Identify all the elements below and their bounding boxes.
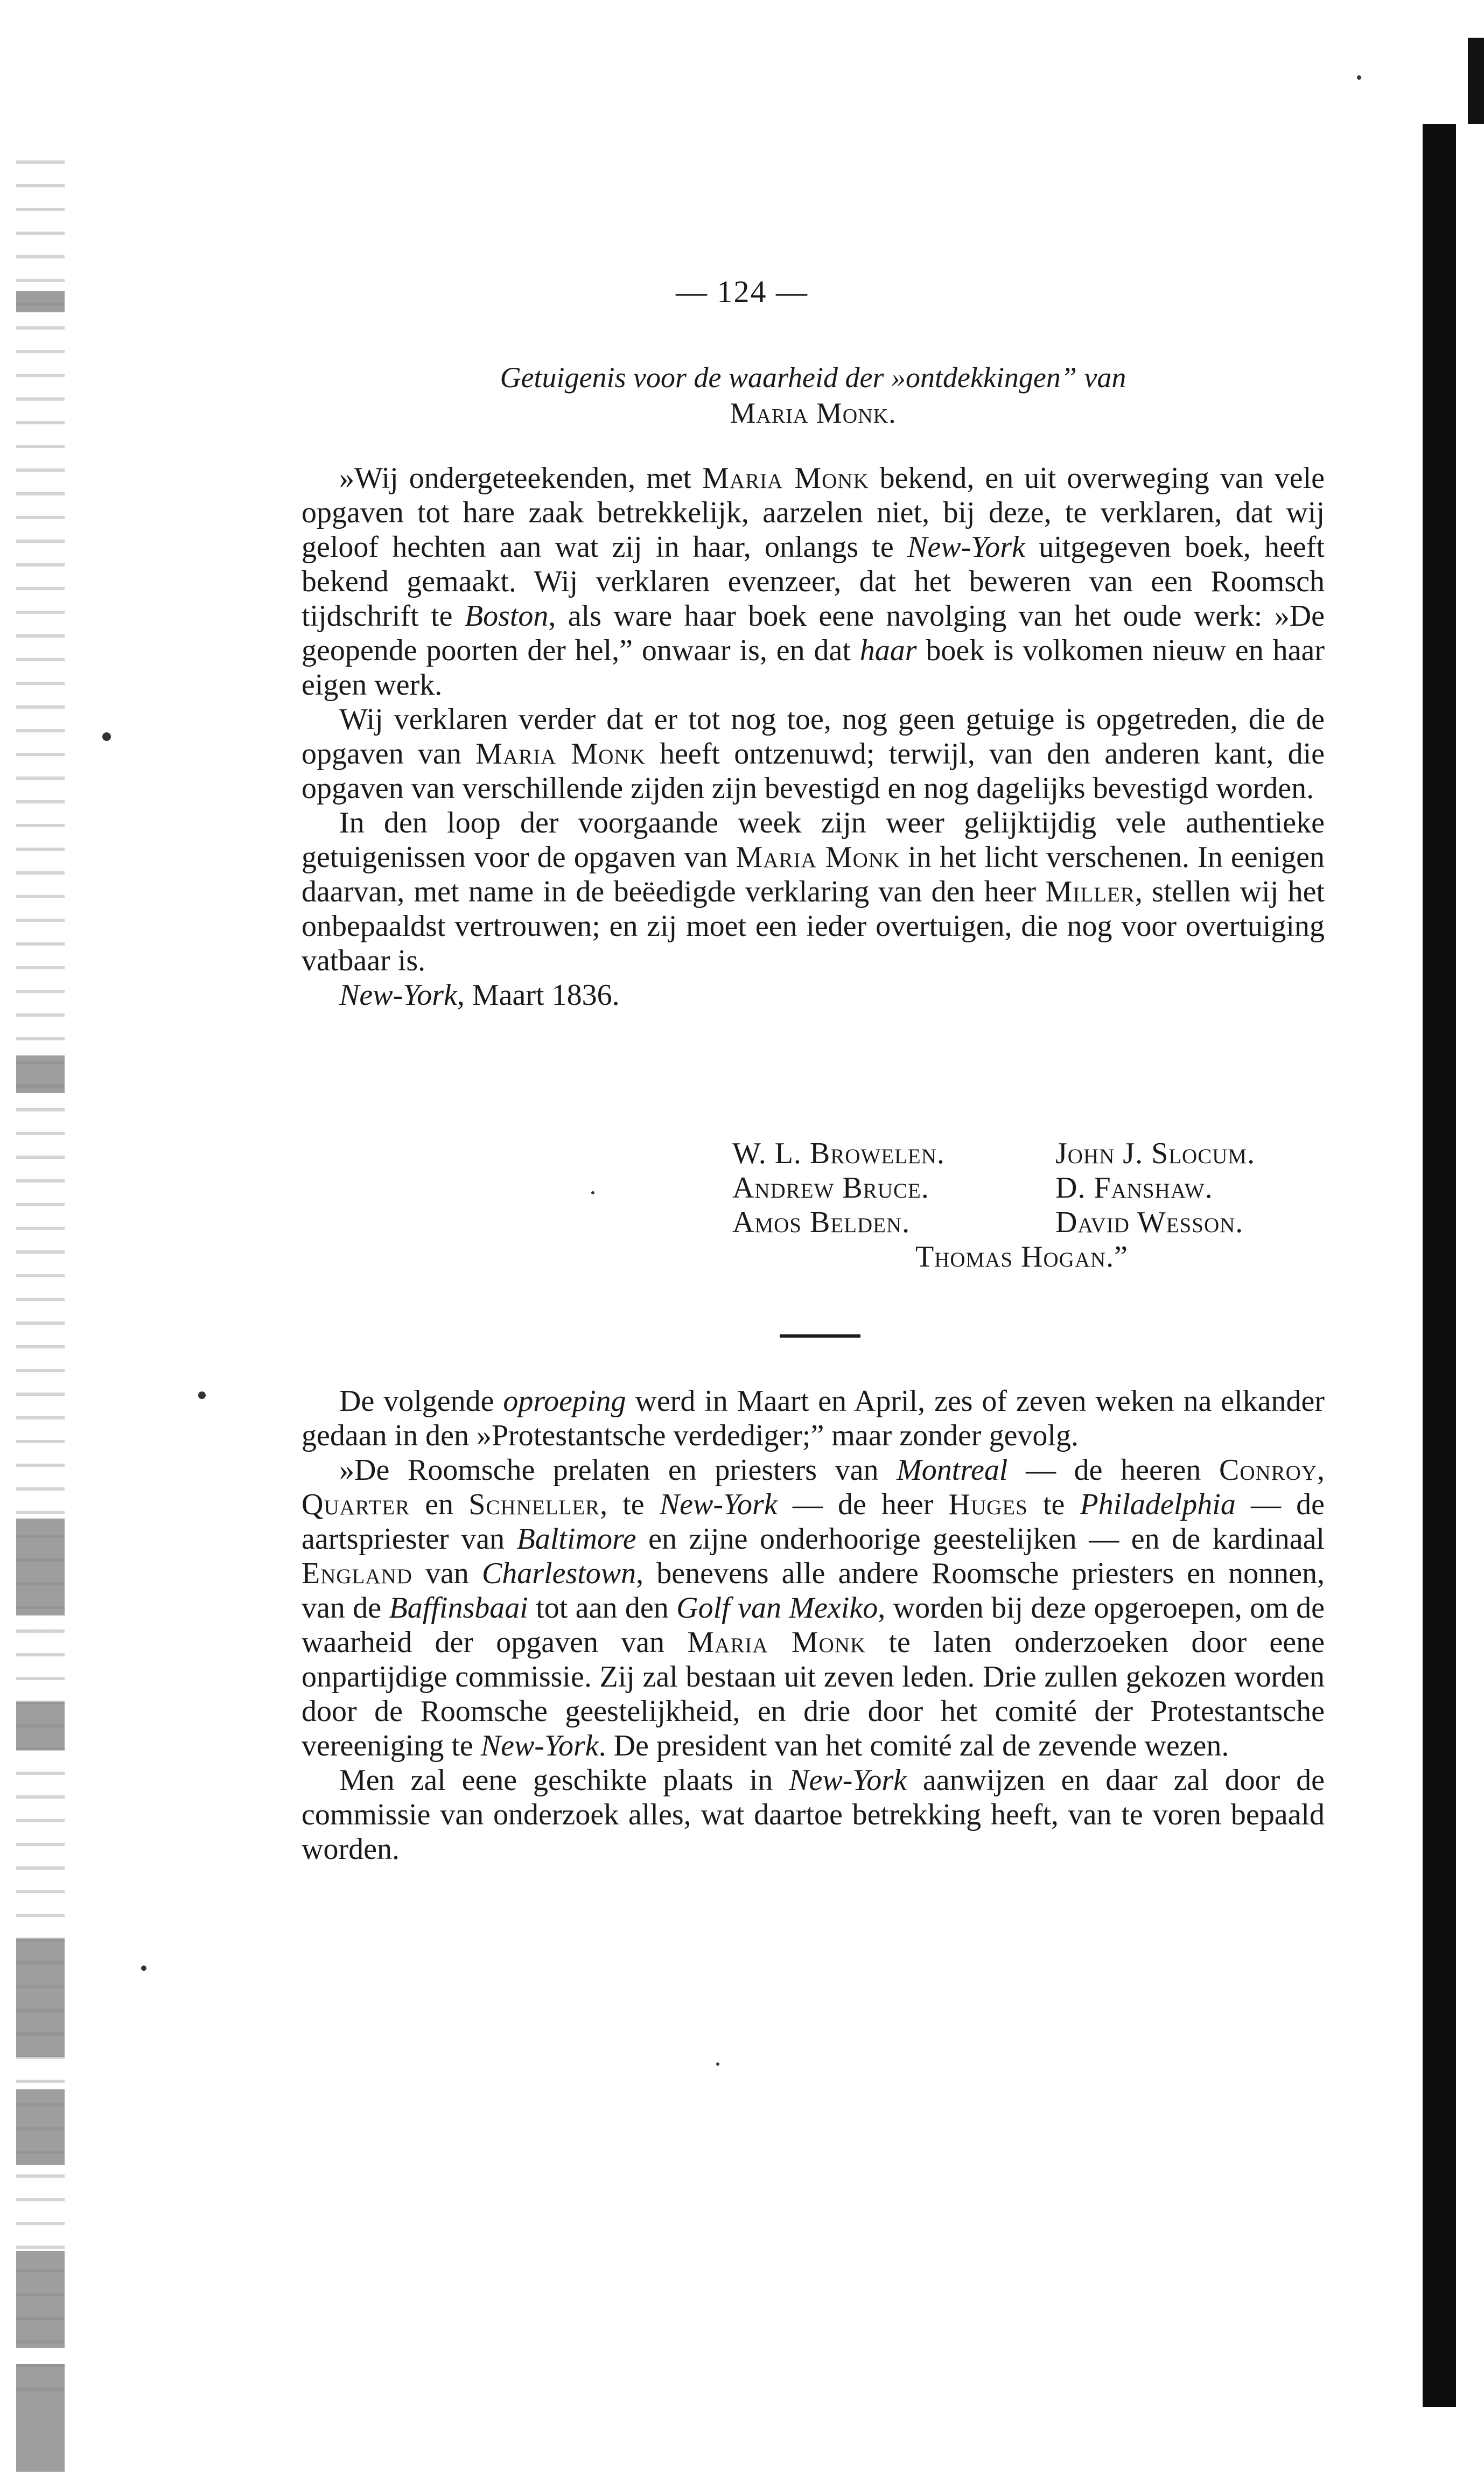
paragraph-further-declaration: [302, 702, 1325, 806]
text-run: te: [1027, 1488, 1080, 1521]
person-name: Quarter: [302, 1488, 410, 1521]
text-run: »De Roomsche prelaten en priesters van: [339, 1453, 897, 1487]
emphasis-text: haar: [859, 634, 917, 667]
heading-line-2: [302, 395, 1325, 431]
text-run: heeft ontzenuwd; terwijl, van den anderen kant, die opgaven van verschillende zijden zijn bevestigd en nog dagelijks bevestigd worden.: [302, 737, 1325, 805]
place-name: New-York: [907, 530, 1025, 564]
scan-binding-shadow-left: [16, 140, 65, 2391]
person-name: Conroy: [1219, 1453, 1318, 1487]
paragraph-declaration: [302, 461, 1325, 702]
text-run: In den loop der voorgaande week zijn weer gelijktijdig vele authentieke getuigenissen voor de opgaven van: [302, 806, 1325, 874]
text-run: ,: [1317, 1453, 1325, 1487]
person-name: England: [302, 1557, 412, 1590]
text-run: , worden bij deze opgeroepen, om de waarheid der opgaven van: [302, 1591, 1325, 1659]
signatory-row: [700, 1171, 1346, 1205]
dateline-place: New-York: [339, 978, 457, 1012]
text-run: boek is volkomen nieuw en haar eigen werk.: [302, 634, 1325, 702]
dateline: [302, 978, 1325, 1012]
place-name: Boston: [464, 599, 549, 633]
signatory-row: [700, 1205, 1346, 1240]
scan-edge-shadow-right: [1423, 124, 1456, 2407]
place-name: Charlestown: [481, 1557, 636, 1590]
signatory-row: [700, 1240, 1346, 1274]
place-name: Montreal: [897, 1453, 1008, 1487]
heading-line-1: [302, 360, 1325, 395]
signatory-name: Andrew Bruce.: [732, 1171, 929, 1205]
text-run: te laten onderzoeken door eene onpartijdige commissie. Zij zal bestaan uit zeven leden. Drie zullen gekozen worden door de Roomsche geestelijkheid, en drie door het comité der Protestantsche vereeniging te: [302, 1626, 1325, 1762]
section-heading: [302, 360, 1325, 431]
text-run: en zijne onderhoorige geestelijken — en de kardinaal: [636, 1522, 1325, 1556]
person-name: Maria Monk: [702, 461, 869, 495]
place-name: New-York: [659, 1488, 778, 1521]
section-divider: [780, 1334, 860, 1338]
signatory-name: David Wesson.: [1055, 1206, 1244, 1239]
text-run: , stellen wij het onbepaaldst vertrouwen; en zij moet een ieder overtuigen, die nog voor overtuiging vatbaar is.: [302, 875, 1325, 977]
text-run: van: [412, 1557, 482, 1590]
dateline-date: , Maart 1836.: [457, 978, 620, 1012]
person-name: Miller: [1045, 875, 1135, 908]
text-run: — de heeren: [1007, 1453, 1219, 1487]
place-name: Philadelphia: [1080, 1488, 1236, 1521]
text-run: tot aan den: [528, 1591, 677, 1625]
emphasis-text: oproeping: [503, 1384, 626, 1418]
text-run: »Wij ondergeteekenden, met: [339, 461, 703, 495]
scan-edge-mark-top-right: [1468, 38, 1484, 124]
place-name: New-York: [480, 1729, 599, 1762]
paragraph-summons-intro: [302, 1384, 1325, 1453]
person-name: Maria Monk: [475, 737, 646, 771]
text-run: , te: [600, 1488, 660, 1521]
signatory-row: [700, 1136, 1346, 1171]
heading-name-text: Maria Monk.: [730, 397, 897, 429]
text-run: Wij verklaren verder dat er tot nog toe, nog geen getuige is opgetreden, die de opgaven van: [302, 703, 1325, 771]
paragraph-testimonies: [302, 806, 1325, 978]
heading-title-text: Getuigenis voor de waarheid der »ontdekkingen” van: [500, 361, 1126, 394]
place-name: Baltimore: [516, 1522, 636, 1556]
text-run: — de heer: [777, 1488, 949, 1521]
summons-body: [302, 1384, 1325, 1866]
signatory-name: W. L. Browelen.: [732, 1137, 945, 1170]
signatories-block: [700, 1136, 1346, 1274]
place-name: Golf van Mexiko: [676, 1591, 878, 1625]
paragraph-location: [302, 1763, 1325, 1866]
text-run: De volgende: [339, 1384, 503, 1418]
text-run: en: [410, 1488, 469, 1521]
place-name: New-York: [789, 1764, 907, 1797]
text-run: aanwijzen en daar zal door de commissie van onderzoek alles, wat daartoe betrekking heeft, van te voren bepaald worden.: [302, 1764, 1325, 1866]
person-name: Maria Monk: [736, 841, 900, 874]
text-run: werd in Maart en April, zes of zeven weken na elkander gedaan in den »Protestantsche verdediger;” maar zonder gevolg.: [302, 1384, 1325, 1452]
paragraph-summons: [302, 1453, 1325, 1763]
person-name: Maria Monk: [687, 1626, 866, 1659]
signatory-name: John J. Slocum.: [1055, 1137, 1256, 1170]
place-name: Baffinsbaai: [389, 1591, 528, 1625]
text-run: bekend, en uit overweging van vele opgaven tot hare zaak betrekkelijk, aarzelen niet, bij deze, te verklaren, dat wij geloof hechten aan wat zij in haar, onlangs te: [302, 461, 1325, 564]
text-run: , als ware haar boek eene navolging van het oude werk: »De geopende poorten der hel,” onwaar is, en dat: [302, 599, 1325, 667]
signatory-name: D. Fanshaw.: [1055, 1171, 1213, 1205]
person-name: Schneller: [468, 1488, 600, 1521]
text-run: Men zal eene geschikte plaats in: [339, 1764, 789, 1797]
page-number: — 124 —: [676, 274, 808, 309]
text-run: , benevens alle andere Roomsche priesters en nonnen, van de: [302, 1557, 1325, 1625]
signatory-name: Thomas Hogan.”: [915, 1240, 1129, 1274]
text-run: in het licht verschenen. In eenigen daarvan, met name in de beëedigde verklaring van den heer: [302, 841, 1325, 908]
person-name: Huges: [948, 1488, 1028, 1521]
text-run: . De president van het comité zal de zevende wezen.: [598, 1729, 1229, 1762]
testimony-body: [302, 461, 1325, 1012]
text-run: uitgegeven boek, heeft bekend gemaakt. Wij verklaren evenzeer, dat het beweren van een Roomsch tijdschrift te: [302, 530, 1325, 633]
signatory-name: Amos Belden.: [732, 1206, 911, 1239]
text-run: — de aartspriester van: [302, 1488, 1325, 1556]
